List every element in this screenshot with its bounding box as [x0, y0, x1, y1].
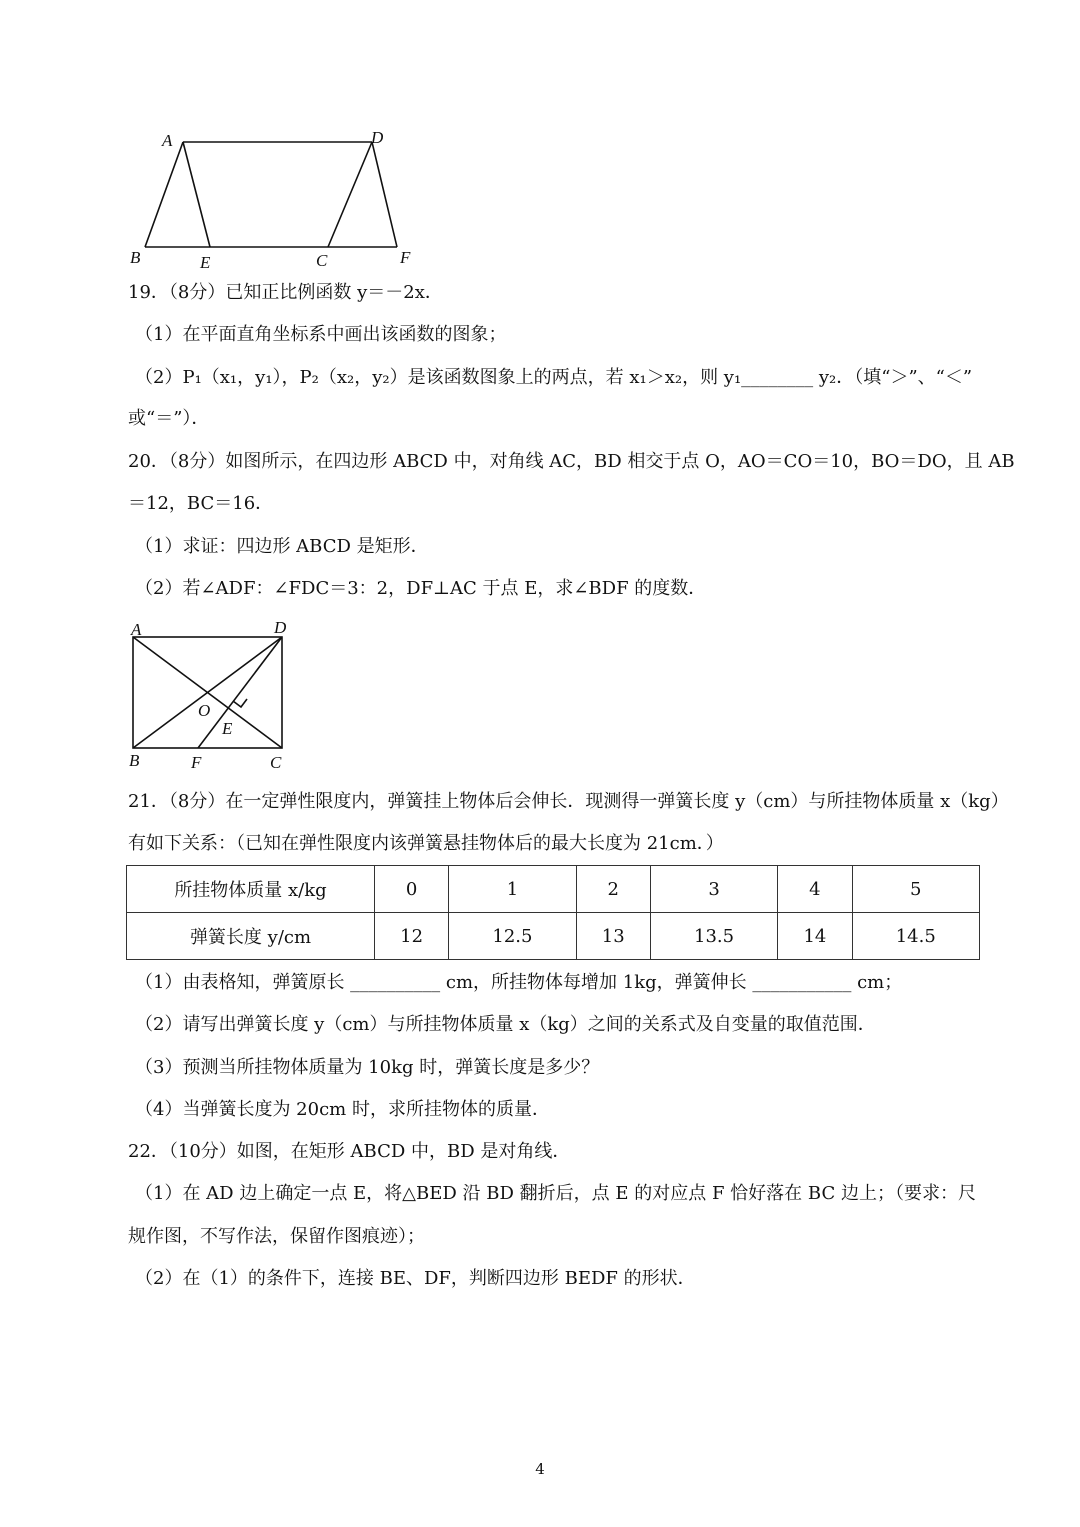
table-cell: 3 [650, 866, 777, 913]
q22-part2: （2）在（1）的条件下，连接 BE、DF，判断四边形 BEDF 的形状． [135, 1268, 696, 1289]
label-B: B [129, 751, 140, 770]
page-number: 4 [535, 1460, 545, 1478]
q20-title: 20．（8分）如图所示，在四边形 ABCD 中，对角线 AC，BD 相交于点 O，AO＝CO＝10，BO＝DO，且 AB [128, 451, 1015, 472]
label-E: E [222, 719, 233, 738]
table-cell: 1 [449, 866, 576, 913]
q21-title: 21．（8分）在一定弹性限度内，弹簧挂上物体后会伸长．现测得一弹簧长度 y（cm）与所挂物体质量 x（kg） [128, 791, 1009, 812]
table-cell: 13.5 [650, 913, 777, 960]
label-F: F [191, 753, 202, 772]
figure-rectangle [0, 600, 320, 780]
q19-part1: （1）在平面直角坐标系中画出该函数的图象； [135, 324, 507, 345]
table-cell: 0 [375, 866, 449, 913]
table-cell: 13 [576, 913, 650, 960]
label-A: A [162, 131, 173, 150]
label-C: C [270, 753, 282, 772]
q22-part1-cont: 规作图，不写作法，保留作图痕迹）； [128, 1226, 425, 1247]
label-D: D [371, 128, 384, 147]
q21-part2: （2）请写出弹簧长度 y（cm）与所挂物体质量 x（kg）之间的关系式及自变量的取值范围． [135, 1014, 876, 1035]
label-D: D [274, 618, 287, 637]
q22-part1: （1）在 AD 边上确定一点 E，将△BED 沿 BD 翻折后，点 E 的对应点 F 恰好落在 BC 边上；（要求：尺 [135, 1183, 976, 1204]
label-O: O [198, 701, 211, 720]
label-A: A [131, 620, 142, 639]
label-B: B [130, 248, 141, 267]
table-cell: 4 [778, 866, 852, 913]
table-cell: 5 [852, 866, 980, 913]
table-header-length: 弹簧长度 y/cm [127, 913, 375, 960]
table-cell: 12 [375, 913, 449, 960]
table-header-mass: 所挂物体质量 x/kg [127, 866, 375, 913]
spring-table [126, 865, 980, 960]
q21-part3: （3）预测当所挂物体质量为 10kg 时，弹簧长度是多少？ [135, 1057, 600, 1078]
table-row [127, 913, 980, 960]
figure-trapezoid [0, 0, 440, 280]
q22-title: 22．（10分）如图，在矩形 ABCD 中，BD 是对角线． [128, 1141, 571, 1162]
q20-part2: （2）若∠ADF：∠FDC＝3：2，DF⊥AC 于点 E，求∠BDF 的度数． [135, 578, 707, 599]
table-row [127, 866, 980, 913]
label-E: E [200, 253, 211, 272]
label-F: F [400, 248, 411, 267]
table-cell: 2 [576, 866, 650, 913]
q20-title-cont: ＝12，BC＝16． [128, 493, 274, 514]
table-cell: 14 [778, 913, 852, 960]
q20-part1: （1）求证：四边形 ABCD 是矩形． [135, 536, 429, 557]
q21-part1: （1）由表格知，弹簧原长 __________ cm，所挂物体每增加 1kg，弹簧伸长 ___________ cm； [135, 972, 903, 993]
table-cell: 14.5 [852, 913, 980, 960]
q19-part2: （2）P₁（x₁，y₁），P₂（x₂，y₂）是该函数图象上的两点，若 x₁＞x₂，则 y₁________ y₂．（填“＞”、“＜” [135, 367, 973, 388]
q21-part4: （4）当弹簧长度为 20cm 时，求所挂物体的质量． [135, 1099, 550, 1120]
q19-part2-cont: 或“＝”）． [128, 408, 210, 429]
q19-title: 19．（8分）已知正比例函数 y＝－2x． [128, 282, 443, 303]
table-cell: 12.5 [449, 913, 576, 960]
q21-title-cont: 有如下关系：（已知在弹性限度内该弹簧悬挂物体后的最大长度为 21cm．） [128, 833, 724, 854]
label-C: C [316, 251, 328, 270]
